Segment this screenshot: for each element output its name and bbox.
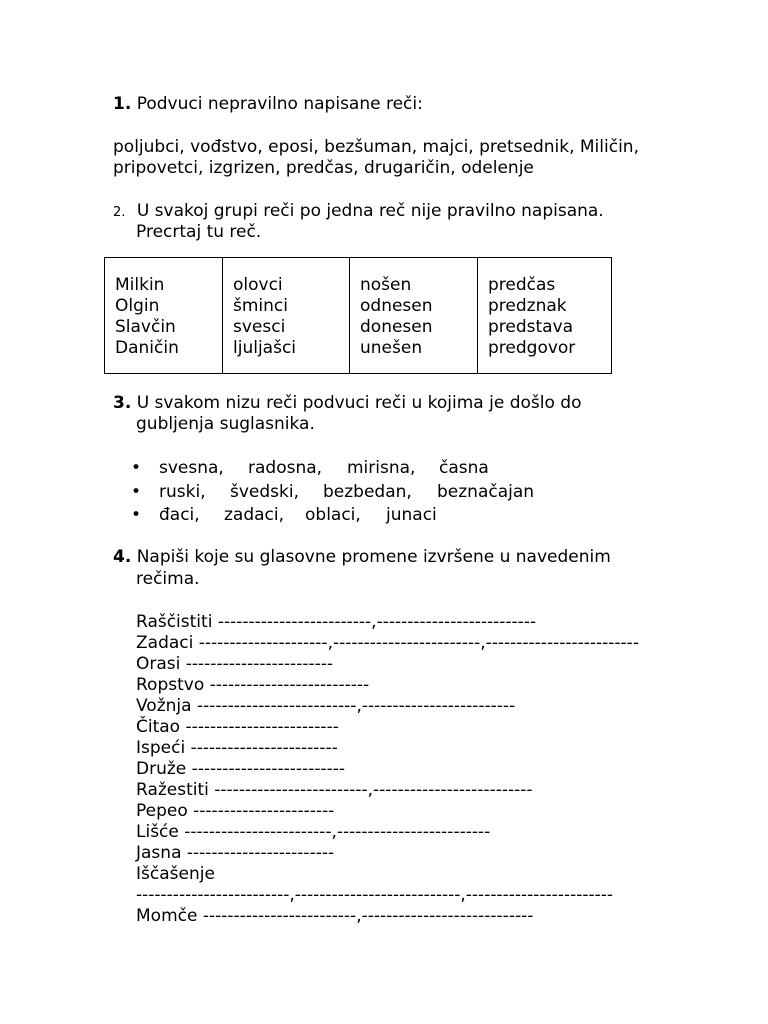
question-4-prompt-line-1: Napiši koje su glasovne promene izvršene u navedenim (136, 547, 611, 567)
exercise-line: Lišće ------------------------,------------------------- (136, 822, 491, 842)
table-word: šminci (233, 296, 288, 316)
question-3-prompt-line-1: U svakom nizu reči podvuci reči u kojima je došlo do (136, 393, 582, 413)
question-3-prompt-line-2: gubljenja suglasnika. (136, 414, 315, 434)
exercise-line: Momče -------------------------,---------------------------- (136, 906, 534, 926)
question-3-number: 3. (113, 393, 132, 413)
list-word: oblaci, (305, 505, 361, 525)
question-2-prompt-line-1: U svakoj grupi reči po jedna reč nije pravilno napisana. (136, 201, 604, 221)
table-word: Olgin (115, 296, 160, 316)
exercise-line: Vožnja --------------------------,------------------------- (136, 696, 516, 716)
question-4-prompt-line-2: rečima. (136, 569, 200, 589)
exercise-line: Jasna ------------------------ (136, 843, 335, 863)
question-3-heading (113, 393, 581, 414)
list-word: junaci (386, 505, 437, 525)
list-word: zadaci, (224, 505, 285, 525)
table-row (105, 258, 612, 374)
question-2-prompt-line-2: Precrtaj tu reč. (136, 222, 262, 242)
exercise-line: Čitao ------------------------- (136, 717, 339, 737)
exercise-line: Orasi ------------------------ (136, 654, 333, 674)
question-2-heading (113, 201, 604, 223)
list-word: ruski, (159, 482, 206, 502)
exercise-line: Iščašenje (136, 864, 215, 884)
table-word: donesen (360, 317, 433, 337)
table-word: odnesen (360, 296, 433, 316)
table-word: svesci (233, 317, 286, 337)
table-word: olovci (233, 275, 283, 295)
list-word: bezbedan, (323, 482, 412, 502)
bullet-icon: • (131, 458, 142, 478)
table-word: predgovor (488, 338, 576, 358)
table-cell-group-3 (350, 258, 478, 374)
question-1-heading (113, 94, 423, 115)
question-4-heading (113, 547, 611, 568)
list-word: svesna, (159, 458, 224, 478)
question-1-number: 1. (113, 94, 132, 114)
table-word: Slavčin (115, 317, 176, 337)
exercise-line: Zadaci ---------------------,------------------------,------------------------- (136, 633, 639, 653)
list-word: beznačajan (437, 482, 535, 502)
question-1-words-line-2: pripovetci, izgrizen, predčas, drugaričin, odelenje (113, 158, 534, 178)
question-2-number: 2. (113, 205, 126, 220)
exercise-line: Ropstvo -------------------------- (136, 675, 370, 695)
list-word: švedski, (230, 482, 299, 502)
table-word: predznak (488, 296, 567, 316)
question-1-words-line-1: poljubci, vođstvo, eposi, bezšuman, majci, pretsednik, Miličin, (113, 137, 639, 157)
table-word: nošen (360, 275, 412, 295)
list-word: radosna, (248, 458, 323, 478)
table-cell-group-4 (478, 258, 612, 374)
list-word: mirisna, (347, 458, 416, 478)
table-word: Milkin (115, 275, 165, 295)
list-word: časna (439, 458, 489, 478)
exercise-line: Ispeći ------------------------ (136, 738, 338, 758)
question-4-number: 4. (113, 547, 132, 567)
exercise-line: Ražestiti -------------------------,-------------------------- (136, 780, 533, 800)
table-cell-group-2 (223, 258, 350, 374)
word-groups-table (104, 257, 612, 374)
table-cell-group-1 (105, 258, 223, 374)
exercise-line: Pepeo ----------------------- (136, 801, 335, 821)
table-word: ljuljašci (233, 338, 297, 358)
table-word: Daničin (115, 338, 179, 358)
exercise-line: -------------------------,---------------------------,------------------------ (136, 885, 614, 905)
question-1-prompt: Podvuci nepravilno napisane reči: (136, 94, 423, 114)
list-word: đaci, (159, 505, 200, 525)
exercise-line: Druže ------------------------- (136, 759, 345, 779)
table-word: predčas (488, 275, 556, 295)
table-word: predstava (488, 317, 574, 337)
table-word: unešen (360, 338, 423, 358)
bullet-icon: • (131, 482, 142, 502)
bullet-icon: • (131, 505, 142, 525)
exercise-line: Raščistiti -------------------------,-------------------------- (136, 612, 537, 632)
